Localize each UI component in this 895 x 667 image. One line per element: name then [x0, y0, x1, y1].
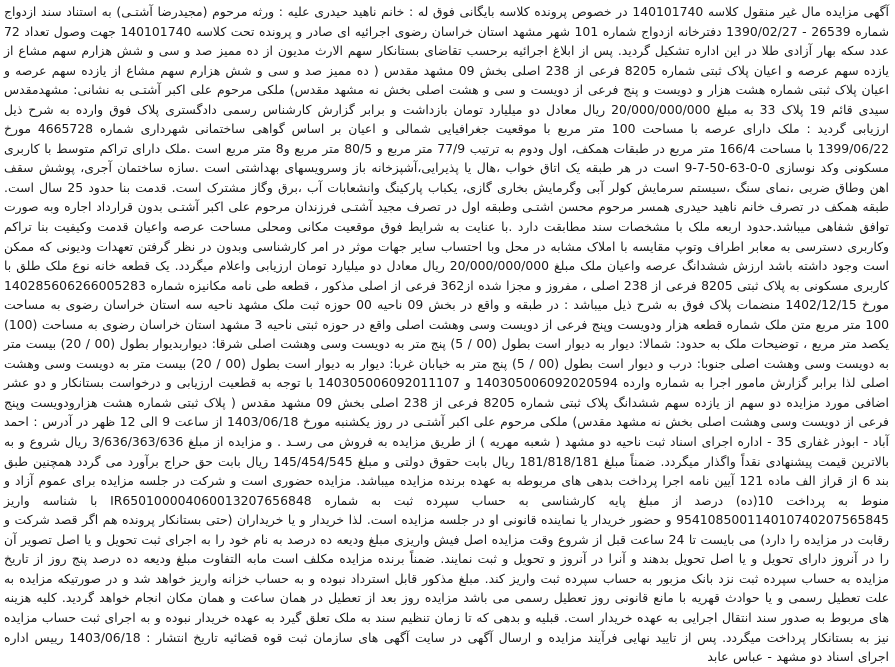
auction-notice-body: آگهی مزایده مال غیر منقول کلاسه 140101740 در خصوص پرونده کلاسه بایگانی فوق له : خانم ناهید حیدری علیه : ورثه مرحوم (مجیدرضا آشتـی) به استناد سند ازدواج شماره 26539 - 1390/02/27 دفترخانه ازدواج شماره 101 شهر مشهد استان خراسان رضوی اجرائیه ای صادر و پرونده تحت کلاسه 140101740 جهت وصول تعداد 72 عدد سکه بهار آزادی طلا در این اداره تشکیل گردید. پس از ابلاغ اجرائیه برحسب تقاضای بستانکار سهم الارث مدیون از ده ممیز صد و سی و شش هزارم سهم مشاع از یازده سهم عرصه و اعیان پلاک ثبتی شماره 8205 فرعی از 238 اصلی بخش 09 مشهد مقدس ( ده ممیز صد و سی و شش هزارم سهم مشاع از یازده سهم عرصه و اعیان پلاک ثبتی شماره هشت هزار و دویست و پنج فرعی از دویست و سی و هشت اصلی بخش نه مشهد مقدس) ملکی مرحوم علی اکبر آشتـی به نشانی: مشهدمقدس سیدی قائم 19 پلاک 33 به مبلغ 20/000/000/000 ریال معادل دو میلیارد تومان بازداشت و برابر گزارش کارشناس رسمی دادگستری پلاک فوق وارده به شرح ذیل ارزیابی گردید : ملک دارای عرصه با مساحت 100 متر مربع با موقعیت جغرافیایی شمالی و اعیان بر اساس گواهی ساختمانی شهرداری شماره 4665728 مورخ 1399/06/22 با مساحت 166/4 متر مربع در طبقات همکف، اول ودوم به ترتیب 77/9 متر مربع و 80/5 متر مربع و8 متر مربع است .ملک دارای تراکم متوسط با کاربری مسکونی وکد نوسازی 0-0-63-50-7-9 است در هر طبقه یک اتاق خواب ،هال یا پذیرایی،آشپزخانه باز وسرویسهای بهداشتی است .سازه ساختمان آجری، پوشش سقف اهن وطاق ضربی ،نمای سنگ ،سیستم سرمایش کولر آبی وگرمایش بخاری گازی، یکباب پارکینگ وانشعابات آب ،برق وگاز مشترک است. قدمت بنا حدود 25 سال است. طبقه همکف در تصرف خانم ناهید حیدری همسر مرحوم محسن اشتـی وطبقه اول در تصرف مجید آشتـی فرزندان مرحوم علی اکبر آشتـی بدون قرارداد اجاره وبه صورت توافق شفاهی میباشد.حدود اربعه ملک با مشخصات سند مطابقت دارد .با عنایت به شرایط فوق موقعیت مکانی ومحلی مساحت عرصه واعیان قدمت وکیفیت بنا تراکم وکاربری دسترسی به معابر اطراف وتوپ مقایسه با املاک مشابه در محل وبا احتساب سایر جهات موثر در امر کارشناسی وبدون در نظر گرفتن تعهدات ودیونی که ممکن است وجود داشته باشد ارزش ششدانگ عرصه واعیان ملک مبلغ 20/000/000/000 ریال معادل دو میلیارد تومان ارزیابی واعلام میگردد. یک قطعه خانه نوع ملک طلق با کاربری مسکونی به پلاک ثبتی 8205 فرعی از 238 اصلی ، مفروز و مجزا شده از362 فرعی از اصلی مذکور ، قطعه طی نامه مکانیزه شماره 140285606266005283 مورخ 1402/12/15 منضمات پلاک فوق به شرح ذیل میباشد : در طبقه و واقع در بخش 09 ناحیه 00 حوزه ثبت ملک مشهد ناحیه سه استان خراسان رضوی به مساحت 100 متر مربع متن ملک شماره قطعه هزار ودویست وپنج فرعی از دویست وسی وهشت اصلی واقع در حوزه ثبتی ناحیه 3 مشهد استان خراسان رضوی به مساحت (100) یکصد متر مربع ، توضیحات ملک به حدود: شمالا: دیوار به دیوار است بطول (00 / 5) پنج متر به دویست وسی وهشت اصلی شرقا: دیواربدیوار بطول (00 / 20) بیست متر به دویست وسی وهشت اصلی جنوبا: درب و دیوار است بطول (00 / 5) پنج متر به خیابان غربا: دیوار به دیوار است بطول (00 / 20) بیست متر به دویست وسی وهشت اصلی لذا برابر گزارش مامور اجرا به شماره وارده 140305006092020594 و 140305006092011107 با توجه به قطعیت ارزیابی و درخواست بستانکار و دو عشر اضافی مورد مزایده دو سهم از یازده سهم ششدانگ پلاک ثبتی شماره 8205 فرعی از 238 اصلی بخش 09 مشهد مقدس ( پلاک ثبتی شماره هشت هزارودویست وپنج فرعی از دویست وسی وهشت اصلی بخش نه مشهد مقدس) ملکی مرحوم علی اکبر آشتـی در روز یکشنبه مورخ 1403/06/18 از ساعت 9 الی 12 ظهر در آدرس : احمد آباد - ابوذر غفاری 35 - اداره اجرای اسناد ثبت ناحیه دو مشهد ( شعبه مهریه ) از طریق مزایده به فروش می رسـد . و مزایده از مبلغ 3/636/363/636 ریال شروع و به بالاترین قیمت پیشنهادی نقداً واگذار میگردد. ضمناً مبلغ 181/818/181 ریال بابت حقوق دولتی و مبلغ 145/454/545 ریال بابت حق حراج برآورد می گردد همچنین طبق بند 6 از قراز الف ماده 121 آیین نامه اجرا پرداخت بدهی های مربوطه به عهده برنده مزایده میباشد. مزایده حضوری است و شرکت در جلسه مزایده برای عموم آزاد و منوط به پرداخت 10(ده) درصد از مبلغ پایه کارشناسی به حساب سپرده ثبت به شماره IR650100004060013207656848 با شناسه واریز 954108500114010740207565845 و حضور خریدار یا نماینده قانونی او در جلسه مزایده است. لذا خریدار و یا خریداران (حتی بستانکار پرونده هم اگر قصد شرکت و رقابت در مزایده را دارد) می بایست تا 24 ساعت قبل از شروع وقت مزایده اصل فیش واریزی مبلغ ودیعه ده درصد به نام خود را به اجرای ثبت تحویل و یا اصل تصویر آن را در آنروز دارای تحویل و یا اصل تحویل بدهند و آنرا در آنروز و تحویل و ثبت نمایند. ضمناً برنده مزایده مکلف است مابه التفاوت مبلغ ودیعه ده درصد پنج روز از تاریخ مزایده به حساب سپرده ثبت نزد بانک مزبور به حساب سپرده ثبت واریز کند. مبلغ مذکور قابل استرداد نبوده و به حساب خزانه واریز خواهد شد و در صورتیکه مزایده به علت تعطیل رسمی و یا حوادث قهریه با مانع قانونی روز تعطیل رسمی می باشد مزایده روز بعد از تعطیل در همان ساعت و همان مکان انجام خواهد گردید. کلیه هزینه های مربوط به صدور سند انتقال اجرایی به عهده خریدار است. قبلیه و بدهی که تا زمان تنظیم سند به ملک تعلق گیرد به عهده خریدار نبوده و به اجرای ثبت حساب مزایده نیز به بستانکار پرداخت میگردد. پس از تایید نهایی فرآیند مزایده و ارسال آگهی در سایت آگهی های سازمان ثبت قوه قضائیه تاریخ انتشار : 1403/06/18 رییس اداره اجرای اسناد دو مشهد - عباس عابد	[4, 4, 890, 665]
